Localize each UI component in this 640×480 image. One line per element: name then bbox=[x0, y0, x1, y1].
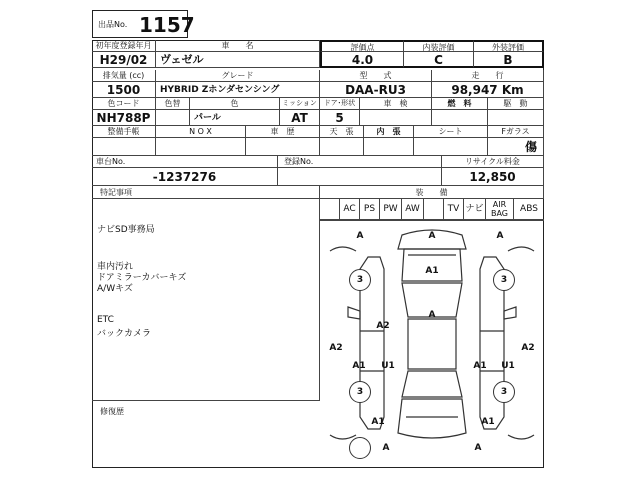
damage-door-fl: A1 bbox=[352, 361, 366, 371]
code-header: 色コード bbox=[92, 98, 156, 110]
recycle-value: 12,850 bbox=[442, 168, 544, 186]
drive-value bbox=[488, 110, 544, 126]
damage-fender-left: 3 bbox=[349, 269, 371, 291]
door-value: 5 bbox=[320, 110, 360, 126]
seat-value bbox=[414, 138, 488, 156]
damage-rear-bumper-left: A bbox=[382, 443, 390, 453]
chassis-value: -1237276 bbox=[92, 168, 278, 186]
equip-pw: PW bbox=[380, 199, 402, 220]
color-change-value bbox=[156, 110, 190, 126]
damage-wheel-right: 3 bbox=[493, 381, 515, 403]
year-header: 初年度登録年月 bbox=[92, 40, 156, 52]
manual-header: 整備手帳 bbox=[92, 126, 156, 138]
equip-blank-2 bbox=[424, 199, 444, 220]
damage-front-bumper: A bbox=[428, 231, 436, 241]
notes-area bbox=[92, 199, 320, 401]
mileage-header: 走 行 bbox=[432, 70, 544, 82]
damage-roof: A bbox=[428, 310, 436, 320]
damage-front-right: A bbox=[496, 231, 504, 241]
note-line: 車内汚れ bbox=[97, 262, 134, 272]
mission-value: AT bbox=[280, 110, 320, 126]
equip-header: 装 備 bbox=[320, 186, 544, 199]
mission-header: ミッション bbox=[280, 98, 320, 110]
grade-header: グレード bbox=[156, 70, 320, 82]
fuel-header: 燃 料 bbox=[432, 98, 488, 110]
lot-number-box bbox=[92, 10, 195, 38]
nox-value bbox=[156, 138, 246, 156]
roof-value bbox=[320, 138, 364, 156]
mileage-value: 98,947 Km bbox=[432, 82, 544, 98]
notes-header: 特記事項 bbox=[92, 186, 320, 199]
grade-value: HYBRID Zホンダセンシング bbox=[156, 82, 320, 98]
equip-navi: ナビ bbox=[464, 199, 486, 220]
history-header: 車 歴 bbox=[246, 126, 320, 138]
damage-fender-right: 3 bbox=[493, 269, 515, 291]
int-header: 内装評価 bbox=[404, 40, 474, 52]
inspection-value bbox=[360, 110, 432, 126]
note-line: ETC bbox=[97, 315, 114, 325]
int-value: C bbox=[404, 52, 474, 68]
equipment-row bbox=[320, 199, 544, 221]
damage-rear-left: A1 bbox=[371, 417, 385, 427]
inner-value bbox=[364, 138, 414, 156]
nox-header: N O X bbox=[156, 126, 246, 138]
code-value: NH788P bbox=[92, 110, 156, 126]
ext-header: 外装評価 bbox=[474, 40, 544, 52]
equip-airbag: AIR BAG bbox=[486, 199, 514, 220]
lot-label: 出品No. bbox=[98, 20, 128, 29]
repair-header: 修復歴 bbox=[100, 407, 124, 416]
color-change-header: 色替 bbox=[156, 98, 190, 110]
spare-wheel-marker bbox=[349, 437, 371, 459]
model-value: DAA-RU3 bbox=[320, 82, 432, 98]
damage-side-right: A2 bbox=[521, 343, 535, 353]
cc-value: 1500 bbox=[92, 82, 156, 98]
inspection-header: 車 検 bbox=[360, 98, 432, 110]
ext-value: B bbox=[474, 52, 544, 68]
damage-door-fr: A1 bbox=[473, 361, 487, 371]
note-line: バックカメラ bbox=[97, 329, 152, 339]
door-header: ドア･形状 bbox=[320, 98, 360, 110]
lot-number: 1157 bbox=[139, 13, 195, 37]
equip-abs: ABS bbox=[514, 199, 544, 220]
score-value: 4.0 bbox=[320, 52, 404, 68]
score-header: 評価点 bbox=[320, 40, 404, 52]
name-header: 車 名 bbox=[156, 40, 320, 52]
equip-blank bbox=[320, 199, 340, 220]
damage-door-rl: U1 bbox=[381, 361, 395, 371]
damage-rear-right: A1 bbox=[481, 417, 495, 427]
damage-door-rr: U1 bbox=[501, 361, 515, 371]
color-value: パール bbox=[190, 110, 280, 126]
chassis-header: 車台No. bbox=[92, 156, 278, 168]
glass-header: Fガラス bbox=[488, 126, 544, 138]
drive-header: 駆 動 bbox=[488, 98, 544, 110]
history-value bbox=[246, 138, 320, 156]
damage-a-pillar: A2 bbox=[376, 321, 390, 331]
glass-value: 傷 bbox=[488, 138, 544, 156]
fuel-value bbox=[432, 110, 488, 126]
note-line: ナビSD事務局 bbox=[97, 225, 155, 235]
equip-aw: AW bbox=[402, 199, 424, 220]
name-value: ヴェゼル bbox=[156, 52, 320, 68]
cc-header: 排気量 (cc) bbox=[92, 70, 156, 82]
damage-wheel-left: 3 bbox=[349, 381, 371, 403]
roof-header: 天 張 bbox=[320, 126, 364, 138]
car-damage-diagram bbox=[320, 221, 544, 468]
note-line: A/Wキズ bbox=[97, 284, 133, 294]
equip-ac: AC bbox=[340, 199, 360, 220]
seat-header: シート bbox=[414, 126, 488, 138]
equip-ps: PS bbox=[360, 199, 380, 220]
color-header: 色 bbox=[190, 98, 280, 110]
damage-side-left: A2 bbox=[329, 343, 343, 353]
damage-hood: A1 bbox=[425, 266, 439, 276]
inner-header: 内 張 bbox=[364, 126, 414, 138]
reg-value bbox=[278, 168, 442, 186]
equip-tv: TV bbox=[444, 199, 464, 220]
model-header: 型 式 bbox=[320, 70, 432, 82]
manual-value bbox=[92, 138, 156, 156]
damage-front-left: A bbox=[356, 231, 364, 241]
note-line: ドアミラーカバーキズ bbox=[97, 273, 187, 283]
damage-rear-bumper-right: A bbox=[474, 443, 482, 453]
recycle-header: リサイクル料金 bbox=[442, 156, 544, 168]
year-value: H29/02 bbox=[92, 52, 156, 68]
reg-header: 登録No. bbox=[278, 156, 442, 168]
